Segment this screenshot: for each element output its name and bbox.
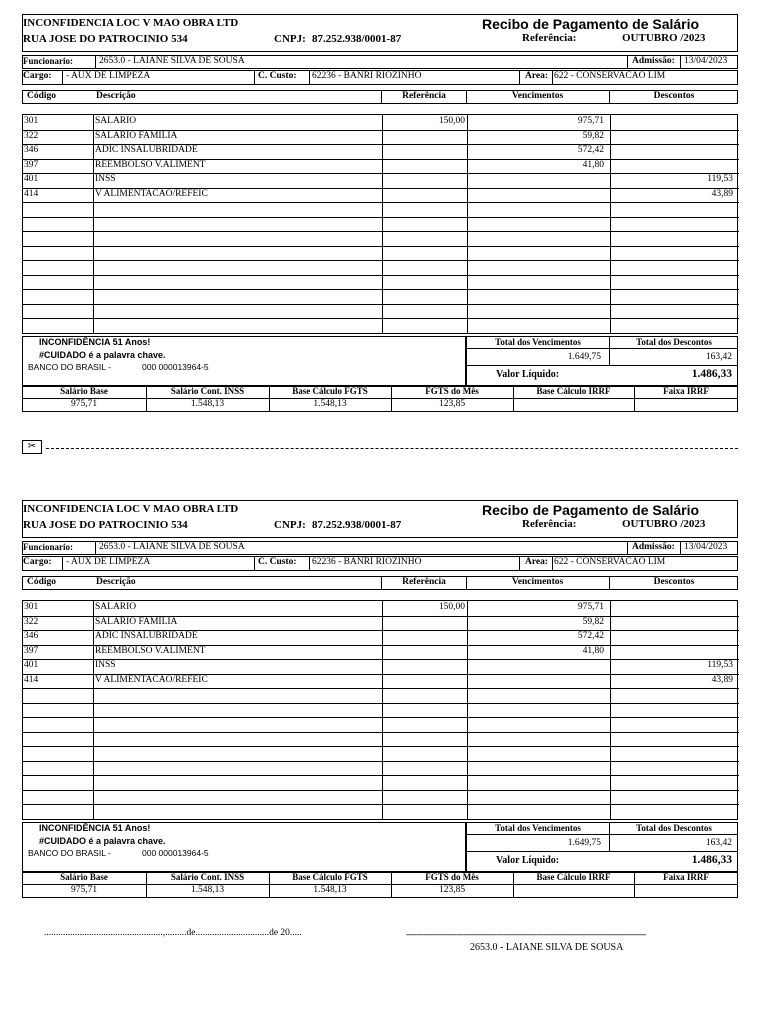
cost-center-label: C. Custo: xyxy=(258,71,297,81)
cargo-value: - AUX DE LIMPEZA xyxy=(66,71,151,81)
cost-center-value: 62236 - BANRI RIOZINHO xyxy=(312,557,422,567)
doc-title: Recibo de Pagamento de Salário xyxy=(482,502,700,518)
total-earnings-value: 1.649,75 xyxy=(567,352,601,362)
table-row xyxy=(23,761,739,775)
base-label-salario: Salário Base xyxy=(60,872,108,882)
employee-label: Funcionario: xyxy=(23,56,74,66)
cell-ref: 150,00 xyxy=(438,602,465,612)
cell-desc: REEMBOLSO V.ALIMENT xyxy=(95,159,206,170)
net-value-label: Valor Líquido: xyxy=(496,369,560,380)
cell-desc: SALARIO xyxy=(95,602,137,612)
employee-value: 2653.0 - LAIANE SILVA DE SOUSA xyxy=(99,56,245,66)
date-line: ..................................................,.........de...............................de 20..... xyxy=(44,928,302,938)
cell-code: 414 xyxy=(24,674,39,685)
cell-venc: 59,82 xyxy=(582,130,604,141)
cell-desc: INSS xyxy=(95,660,116,670)
total-earnings-label: Total dos Vencimentos xyxy=(495,337,581,347)
cell-desc: SALARIO xyxy=(95,116,137,126)
base-value-fgts-month: 123,85 xyxy=(438,399,466,409)
cell-desc: ADIC INSALUBRIDADE xyxy=(95,631,198,641)
base-label-irrf-range: Faixa IRRF xyxy=(663,386,709,396)
base-value-inss: 1.548,13 xyxy=(190,885,225,895)
cnpj-value: 87.252.938/0001-87 xyxy=(312,33,402,45)
cell-desc: SALARIO FAMILIA xyxy=(95,616,178,627)
cell-desc-val: 43,89 xyxy=(711,188,733,199)
reference-label: Referência: xyxy=(522,518,577,530)
table-row xyxy=(23,304,739,318)
admission-label: Admissão: xyxy=(632,56,675,66)
doc-title: Recibo de Pagamento de Salário xyxy=(482,16,700,32)
cell-venc: 975,71 xyxy=(577,116,604,126)
base-label-inss: Salário Cont. INSS xyxy=(170,386,245,396)
base-label-fgts-month: FGTS do Mês xyxy=(425,872,479,882)
cell-venc: 975,71 xyxy=(577,602,604,612)
cell-venc: 572,42 xyxy=(577,631,604,641)
bank-label: BANCO DO BRASIL - xyxy=(28,362,111,372)
area-value: 622 - CONSERVACAO LIM xyxy=(554,71,666,81)
cell-code: 414 xyxy=(24,188,39,199)
cell-code: 322 xyxy=(24,130,39,141)
cell-desc: INSS xyxy=(95,174,116,184)
footer-message-2: #CUIDADO é a palavra chave. xyxy=(39,350,166,360)
company-address: RUA JOSE DO PATROCINIO 534 xyxy=(23,519,188,531)
cnpj-label: CNPJ: xyxy=(274,33,306,45)
header-code: Código xyxy=(27,577,57,587)
cell-code: 397 xyxy=(24,159,39,170)
reference-value: OUTUBRO /2023 xyxy=(622,32,706,44)
company-name: INCONFIDENCIA LOC V MAO OBRA LTD xyxy=(23,503,239,515)
cell-desc: V ALIMENTACAO/REFEIC xyxy=(95,674,208,685)
cell-code: 301 xyxy=(24,116,39,126)
admission-value: 13/04/2023 xyxy=(684,56,728,66)
table-row xyxy=(23,275,739,289)
base-label-irrf-range: Faixa IRRF xyxy=(663,872,709,882)
table-row xyxy=(23,188,739,202)
admission-label: Admissão: xyxy=(632,542,675,552)
total-earnings-value: 1.649,75 xyxy=(567,838,601,848)
base-label-irrf: Base Cálculo IRRF xyxy=(536,386,611,396)
table-row xyxy=(23,804,739,818)
cell-desc: SALARIO FAMILIA xyxy=(95,130,178,141)
cost-center-value: 62236 - BANRI RIOZINHO xyxy=(312,71,422,81)
footer-message-2: #CUIDADO é a palavra chave. xyxy=(39,836,166,846)
bank-label: BANCO DO BRASIL - xyxy=(28,848,111,858)
table-row xyxy=(23,260,739,274)
header-reference: Referência xyxy=(402,91,446,101)
net-value-label: Valor Líquido: xyxy=(496,855,560,866)
reference-value: OUTUBRO /2023 xyxy=(622,518,706,530)
footer-message-1: INCONFIDÊNCIA 51 Anos! xyxy=(39,337,151,347)
table-row xyxy=(23,630,739,644)
net-value: 1.486,33 xyxy=(691,368,732,380)
table-row xyxy=(23,645,739,659)
header-deductions: Descontos xyxy=(653,577,695,587)
cut-line xyxy=(46,448,738,449)
total-earnings-label: Total dos Vencimentos xyxy=(495,823,581,833)
scissors-icon: ✂ xyxy=(22,440,42,454)
header-reference: Referência xyxy=(402,577,446,587)
cell-desc-val: 119,53 xyxy=(707,174,733,184)
cell-code: 401 xyxy=(24,174,39,184)
table-row xyxy=(23,674,739,688)
table-row xyxy=(23,202,739,216)
area-label: Area: xyxy=(525,71,549,81)
employee-label: Funcionario: xyxy=(23,542,74,552)
cell-code: 346 xyxy=(24,631,39,641)
header-description: Descrição xyxy=(96,577,136,587)
footer-message-1: INCONFIDÊNCIA 51 Anos! xyxy=(39,823,151,833)
cell-desc-val: 119,53 xyxy=(707,660,733,670)
signature-name: 2653.0 - LAIANE SILVA DE SOUSA xyxy=(470,942,624,953)
cnpj-label: CNPJ: xyxy=(274,519,306,531)
table-row xyxy=(23,144,739,158)
cell-venc: 572,42 xyxy=(577,145,604,155)
table-row xyxy=(23,790,739,804)
cnpj-value: 87.252.938/0001-87 xyxy=(312,519,402,531)
bank-account: 000 000013964-5 xyxy=(142,848,209,858)
table-row xyxy=(23,231,739,245)
cell-desc: ADIC INSALUBRIDADE xyxy=(95,145,198,155)
table-row xyxy=(23,289,739,303)
base-label-fgts: Base Cálculo FGTS xyxy=(292,872,368,882)
table-row xyxy=(23,217,739,231)
cell-venc: 41,80 xyxy=(582,645,604,656)
base-value-salario: 975,71 xyxy=(70,399,98,409)
table-row xyxy=(23,246,739,260)
table-row xyxy=(23,318,739,332)
cargo-value: - AUX DE LIMPEZA xyxy=(66,557,151,567)
table-row xyxy=(23,775,739,789)
base-label-salario: Salário Base xyxy=(60,386,108,396)
total-deductions-label: Total dos Descontos xyxy=(636,337,712,347)
base-label-irrf: Base Cálculo IRRF xyxy=(536,872,611,882)
table-row xyxy=(23,173,739,187)
total-deductions-value: 163,42 xyxy=(705,352,732,362)
header-earnings: Vencimentos xyxy=(511,91,564,101)
items-table xyxy=(22,600,738,820)
cell-venc: 59,82 xyxy=(582,616,604,627)
table-row xyxy=(23,159,739,173)
base-label-fgts: Base Cálculo FGTS xyxy=(292,386,368,396)
cargo-label: Cargo: xyxy=(23,71,52,81)
table-row xyxy=(23,616,739,630)
total-deductions-value: 163,42 xyxy=(705,838,732,848)
cell-desc: REEMBOLSO V.ALIMENT xyxy=(95,645,206,656)
reference-label: Referência: xyxy=(522,32,577,44)
cell-desc: V ALIMENTACAO/REFEIC xyxy=(95,188,208,199)
cargo-label: Cargo: xyxy=(23,557,52,567)
payslip-copy-2 xyxy=(0,500,768,900)
area-label: Area: xyxy=(525,557,549,567)
bank-account: 000 000013964-5 xyxy=(142,362,209,372)
signature-line: ------------------------------------------------------------------------------------------------ xyxy=(406,929,646,939)
cell-code: 397 xyxy=(24,645,39,656)
table-row xyxy=(23,601,739,615)
cost-center-label: C. Custo: xyxy=(258,557,297,567)
header-earnings: Vencimentos xyxy=(511,577,564,587)
table-row xyxy=(23,130,739,144)
header-deductions: Descontos xyxy=(653,91,695,101)
company-address: RUA JOSE DO PATROCINIO 534 xyxy=(23,33,188,45)
base-value-fgts: 1.548,13 xyxy=(313,399,347,409)
base-value-salario: 975,71 xyxy=(70,885,98,895)
table-row xyxy=(23,115,739,129)
table-row xyxy=(23,732,739,746)
cell-code: 301 xyxy=(24,602,39,612)
base-label-fgts-month: FGTS do Mês xyxy=(425,386,479,396)
cell-venc: 41,80 xyxy=(582,159,604,170)
cell-code: 322 xyxy=(24,616,39,627)
header-code: Código xyxy=(27,91,57,101)
company-name: INCONFIDENCIA LOC V MAO OBRA LTD xyxy=(23,17,239,29)
table-row xyxy=(23,703,739,717)
base-value-fgts: 1.548,13 xyxy=(313,885,347,895)
total-deductions-label: Total dos Descontos xyxy=(636,823,712,833)
cell-code: 346 xyxy=(24,145,39,155)
table-row xyxy=(23,717,739,731)
payslip-copy-1 xyxy=(0,14,768,414)
base-value-fgts-month: 123,85 xyxy=(438,885,466,895)
table-row xyxy=(23,659,739,673)
header-description: Descrição xyxy=(96,91,136,101)
base-label-inss: Salário Cont. INSS xyxy=(170,872,245,882)
table-row xyxy=(23,746,739,760)
table-row xyxy=(23,688,739,702)
cell-code: 401 xyxy=(24,660,39,670)
cell-ref: 150,00 xyxy=(438,116,465,126)
items-table xyxy=(22,114,738,334)
cell-desc-val: 43,89 xyxy=(711,674,733,685)
net-value: 1.486,33 xyxy=(691,854,732,866)
admission-value: 13/04/2023 xyxy=(684,542,728,552)
base-value-inss: 1.548,13 xyxy=(190,399,225,409)
area-value: 622 - CONSERVACAO LIM xyxy=(554,557,666,567)
employee-value: 2653.0 - LAIANE SILVA DE SOUSA xyxy=(99,542,245,552)
